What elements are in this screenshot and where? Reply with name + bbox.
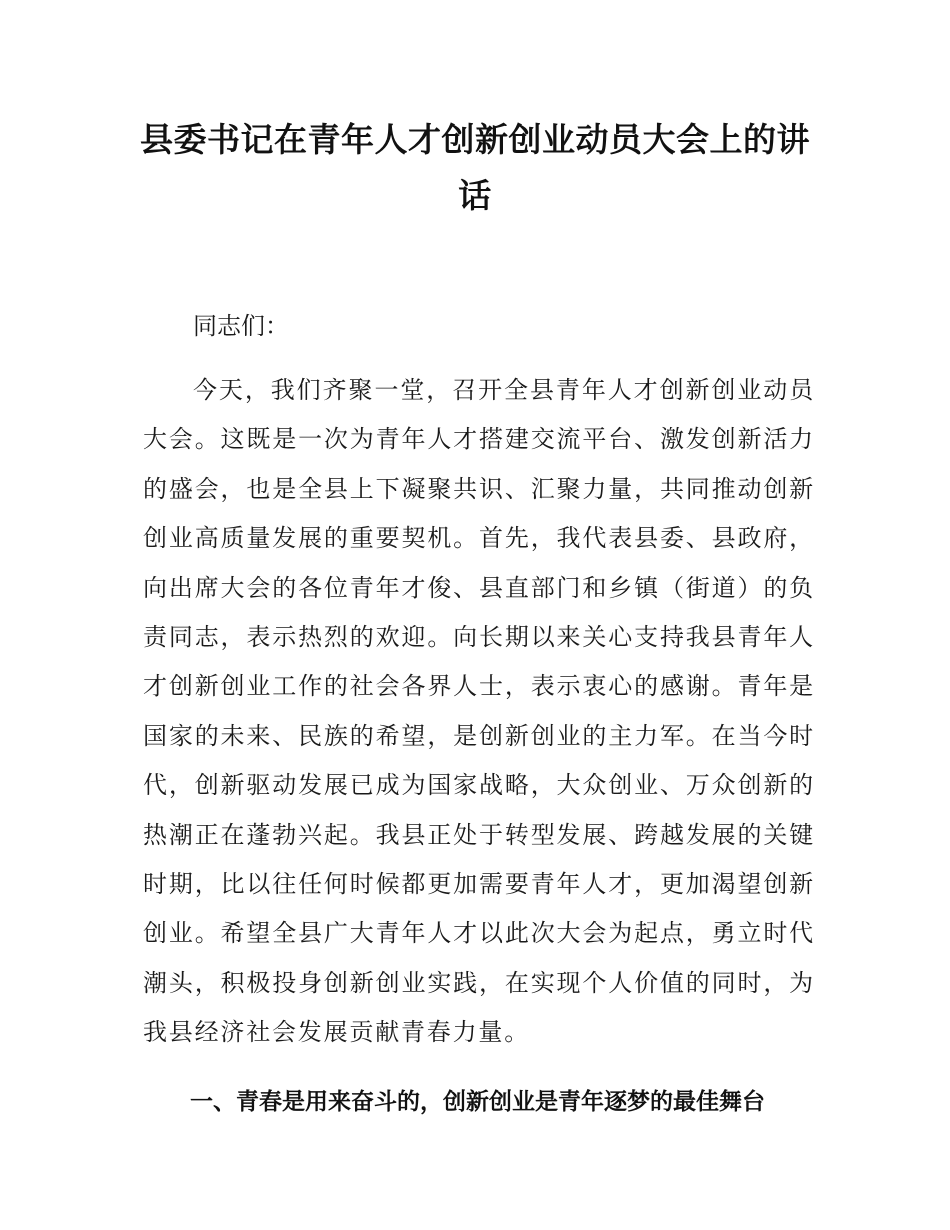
document-title: 县委书记在青年人才创新创业动员大会上的讲话 (140, 120, 810, 215)
body-paragraph: 今天，我们齐聚一堂，召开全县青年人才创新创业动员大会。这既是一次为青年人才搭建交流平台、激发创新活力的盛会，也是全县上下凝聚共识、汇聚力量，共同推动创新创业高质量发展的重要契机。首先，我代表县委、县政府，向出席大会的各位青年才俊、县直部门和乡镇（街道）的负责同志，表示热烈的欢迎。向长期以来关心支持我县青年人才创新创业工作的社会各界人士，表示衷心的感谢。青年是国家的未来、民族的希望，是创新创业的主力军。在当今时代，创新驱动发展已成为国家战略，大众创业、万众创新的热潮正在蓬勃兴起。我县正处于转型发展、跨越发展的关键时期，比以往任何时候都更加需要青年人才，更加渴望创新创业。希望全县广大青年人才以此次大会为起点，勇立时代潮头，积极投身创新创业实践，在实现个人价值的同时，为我县经济社会发展贡献青春力量。 (143, 376, 815, 1047)
salutation: 同志们： (193, 312, 289, 340)
section-heading: 一、青春是用来奋斗的，创新创业是青年逐梦的最佳舞台 (190, 1089, 765, 1115)
